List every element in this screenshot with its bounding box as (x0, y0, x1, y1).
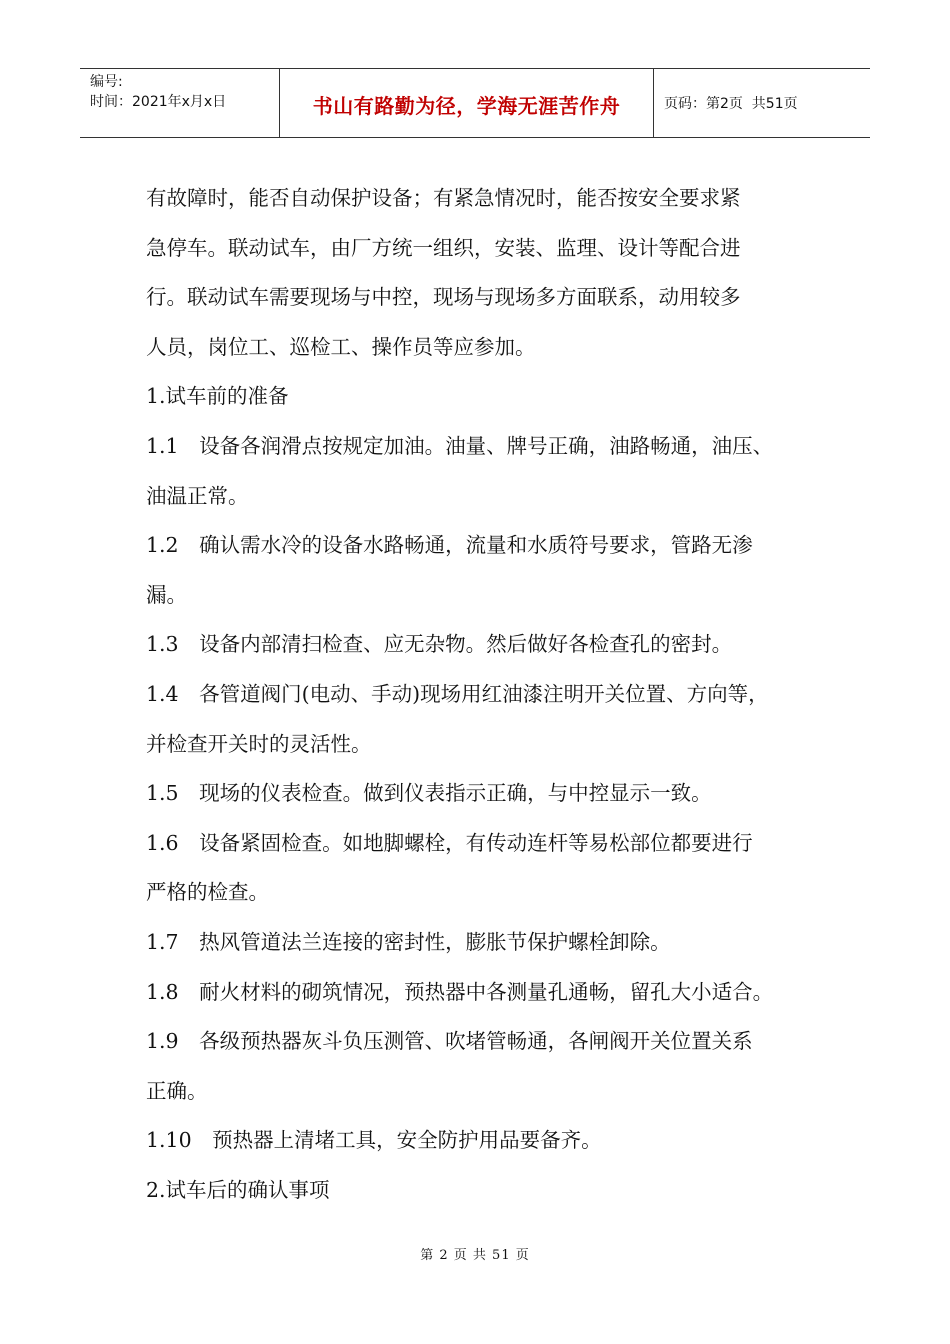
page-footer: 第 2 页 共 51 页 (420, 1248, 530, 1263)
body-line: 1.2 确认需水冷的设备水路畅通，流量和水质符号要求，管路无渗 (146, 533, 753, 558)
body-line: 1.5 现场的仪表检查。做到仪表指示正确，与中控显示一致。 (146, 781, 712, 806)
body-line: 1.6 设备紧固检查。如地脚螺栓，有传动连杆等易松部位都要进行 (146, 830, 753, 855)
body-line: 1.1 设备各润滑点按规定加油。油量、牌号正确，油路畅通，油压、 (146, 433, 774, 458)
body-line: 有故障时，能否自动保护设备；有紧急情况时，能否按安全要求紧 (146, 186, 741, 210)
header-info-cell (80, 69, 280, 137)
section-heading: 2.试车后的确认事项 (146, 1177, 330, 1202)
document-number-label: 编号: (90, 74, 123, 90)
body-line: 正确。 (146, 1078, 208, 1103)
header-motto: 书山有路勤为径，学海无涯苦作舟 (280, 69, 654, 137)
header-page-info-cell (654, 69, 870, 137)
section-heading: 1.试车前的准备 (146, 384, 289, 409)
body-line: 1.8 耐火材料的砌筑情况，预热器中各测量孔通畅，留孔大小适合。 (146, 979, 774, 1004)
body-line: 急停车。联动试车，由厂方统一组织，安装、监理、设计等配合进 (146, 235, 741, 260)
body-line: 行。联动试车需要现场与中控，现场与现场多方面联系，动用较多 (146, 285, 741, 310)
body-line: 1.3 设备内部清扫检查、应无杂物。然后做好各检查孔的密封。 (146, 632, 733, 657)
body-line: 严格的检查。 (146, 880, 269, 905)
document-time-label: 时间：2021年x月x日 (90, 94, 227, 110)
body-line: 1.10 预热器上清堵工具，安全防护用品要备齐。 (146, 1128, 602, 1153)
body-line: 油温正常。 (146, 483, 249, 508)
body-line: 并检查开关时的灵活性。 (146, 731, 372, 756)
body-line: 人员，岗位工、巡检工、操作员等应参加。 (146, 334, 536, 359)
body-line: 1.9 各级预热器灰斗负压测管、吹堵管畅通，各闸阀开关位置关系 (146, 1029, 753, 1054)
header-page-info: 页码：第2页 共51页 (664, 96, 798, 112)
page-header (80, 68, 870, 138)
body-line: 漏。 (146, 582, 187, 607)
body-line: 1.4 各管道阀门(电动、手动)现场用红油漆注明开关位置、方向等， (146, 681, 769, 706)
document-body (146, 174, 826, 1215)
body-line: 1.7 热风管道法兰连接的密封性，膨胀节保护螺栓卸除。 (146, 929, 671, 954)
